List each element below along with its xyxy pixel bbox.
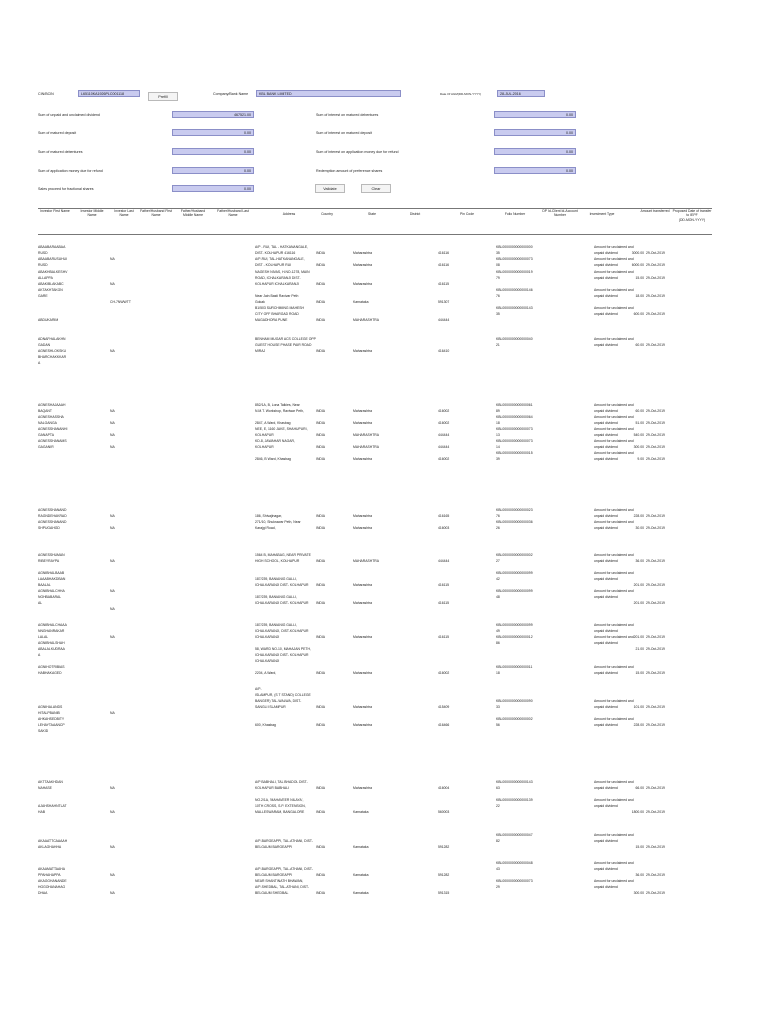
cell-father-last-name: NA	[110, 711, 115, 715]
cell-address: 186, Shivajinagar, 271/10, Shukrawar Peth, Near Karajgi Road,	[255, 514, 301, 530]
cell-transfer-date: 29-Oct-2019	[646, 671, 665, 675]
cell-pin-code: 416002	[438, 671, 450, 675]
cell-investment-type: Amount for unclaimed and unpaid dividend	[594, 798, 634, 808]
cell-investment-type: Amount for unclaimed and unpaid dividend Amount for unclaimed and unpaid dividend	[594, 623, 634, 645]
cell-investment-type: Amount for unclaimed and unpaid dividend	[594, 337, 634, 347]
cell-amount-transferred: 101.00 228.00	[633, 705, 644, 727]
cell-folio-number: KBL0000000000000090 33 KBL0000000000000002 56	[496, 699, 533, 727]
cell-transfer-date: 29-Oct-2019	[646, 845, 665, 849]
cell-pin-code: 416004	[438, 786, 450, 790]
validate-button[interactable]: Validate	[315, 184, 345, 193]
cell-investor-name: ABAKHBALKESHV ALLAPPA ABAKIBLAKABC AKTAKHTAKGN GARE	[38, 270, 68, 298]
cell-father-last-name: NA	[110, 810, 115, 814]
cell-address: 187/239, BANIANIG GALLI, ICHALKARANJI, DIST-KOLHAPUR ICHALKARANJI 58, WARD NO-10, MAHAJAN PETH, ICHALKARANJI DIST- KOLHAPUR ICHALKARANJI	[255, 623, 311, 663]
cell-state: Karnataka Karnataka	[353, 873, 369, 895]
col-last-name: Investor Last Name	[114, 209, 134, 218]
cell-investment-type: Amount for unclaimed and unpaid dividend Amount for unclaimed and unpaid dividend	[594, 699, 634, 727]
cell-pin-code: 415409 416466	[438, 705, 450, 727]
agm-date-input[interactable]: 28-JUL-2016	[497, 90, 545, 97]
cell-pin-code: 591282 591315	[438, 873, 450, 895]
cell-pin-code: 416115 591307	[438, 282, 450, 304]
cell-pin-code: 416116 416116	[438, 251, 450, 267]
cell-investor-name: ABAABARAABAA RUSD ABAABARUSUHUI RUSD	[38, 245, 68, 267]
cell-transfer-date: 29-Oct-2019 29-Oct-2019 29-Oct-2019 29-Oct-2019 29-Oct-2019	[646, 409, 665, 461]
cell-address: BENHAM MUGAR ACS COLLEGE OPP GUEST HOUSE PHASE PAIR ROAD MIRAJ	[255, 337, 316, 353]
cell-pin-code: 416165 416003	[438, 514, 450, 530]
unpaid-dividend-label: Sum of unpaid and unclaimed dividend	[38, 113, 100, 117]
cell-father-last-name: NA NA	[110, 514, 115, 530]
cell-father-last-name: NA	[110, 786, 115, 790]
cell-state: Maharashtra	[353, 671, 373, 675]
col-middle-name: Investor Middle Name	[80, 209, 104, 218]
matured-debentures-label: Sum of matured debentures	[38, 150, 83, 154]
cell-state: Maharashtra	[353, 635, 373, 639]
cell-amount-transferred: 60.00 51.00 540.00 300.00 9.00	[633, 409, 644, 461]
application-refund-label: Sum of application money due for refund	[38, 169, 103, 173]
cell-transfer-date: 29-Oct-2019 29-Oct-2019	[646, 276, 665, 298]
col-pin: Pin Code	[460, 212, 474, 216]
col-amount: Amount transferred	[640, 209, 670, 213]
cell-pin-code: 416115 416115	[438, 583, 450, 605]
cell-state: MAHARASHTRA	[353, 559, 379, 563]
cell-folio-number: KBL0000000000000011 18	[496, 665, 533, 675]
cell-investment-type: Amount for unclaimed and unpaid dividend	[594, 665, 634, 675]
cell-pin-code: 444444	[438, 318, 450, 322]
cell-folio-number: KBL0000000000000143 63	[496, 780, 533, 790]
interest-debentures-label: Sum of interest on matured debentures	[316, 113, 379, 117]
col-father-last: Father/Husband Last Name	[217, 209, 249, 218]
cell-transfer-date: 29-Oct-2019	[646, 312, 665, 316]
cell-father-last-name: NA NA	[110, 589, 115, 611]
cell-investor-name: AKAAMATTAAHA PPAHAHAPPA AKAGGHANANDE HGGOHANAHAG DHAA	[38, 867, 67, 895]
cell-investor-name: AKAAATTCAAAAH AKLAGHAHHA	[38, 839, 68, 849]
cell-amount-transferred: 3000.00 6000.00	[631, 251, 644, 267]
interest-deposit-label: Sum of interest on matured deposit	[316, 131, 372, 135]
cell-investment-type: Amount for unclaimed and unpaid dividend	[594, 553, 634, 563]
cell-folio-number: KBL0000000000000000 35 KBL0000000000000073 08	[496, 245, 533, 267]
interest-refund-label: Sum of interest on application money due for refund	[316, 150, 399, 154]
cell-country: INDIA	[316, 635, 326, 639]
cell-pin-code: 560003	[438, 810, 450, 814]
cell-transfer-date: 29-Oct-2019 29-Oct-2019	[646, 514, 665, 530]
prefill-button[interactable]: Prefill	[148, 92, 178, 101]
cell-country: INDIA INDIA	[316, 282, 326, 304]
col-dp-client: DP Id-Client Id-Account Number	[542, 209, 578, 218]
interest-refund-field[interactable]: 0.00	[494, 148, 576, 155]
cell-father-last-name: NA	[110, 257, 115, 261]
cell-father-last-name: NA	[110, 845, 115, 849]
cell-folio-number: KBL0000000000000048 43 KBL0000000000000073 29	[496, 861, 533, 889]
cell-investor-name: AGNIHALANDS HITALPBANIB AHKAHSEDBITY LEHAYTAAANСР SAKID	[38, 705, 65, 733]
cell-investment-type: Amount for unclaimed and unpaid dividend Amount for unclaimed and unpaid dividend	[594, 571, 634, 599]
cell-country: INDIA	[316, 810, 326, 814]
cell-address: NO.2/1A, 'MAHAVEER NILAYA', 10TH CROSS, S.P. EXTENSION, MALLESWARAM, BANGALORE	[255, 798, 306, 814]
cell-transfer-date: 29-Oct-2019	[646, 786, 665, 790]
cell-country: INDIA INDIA	[316, 583, 326, 605]
unpaid-dividend-field[interactable]: 467521.00	[172, 111, 254, 118]
col-father-middle: Father/Husband Middle Name	[180, 209, 206, 218]
col-country: Country	[321, 212, 333, 216]
cell-pin-code: 591282	[438, 845, 450, 849]
cell-pin-code: 416115	[438, 635, 450, 639]
cell-investor-name: AJAHSHAHNTLAT HAB	[38, 804, 67, 814]
cell-father-last-name: NA	[110, 349, 115, 353]
cell-address: A/P- ISLAMPUR, (S T STAND) COLLEGE BANGER) TAL-WALWA, DIST- SANGLI ISLAMPUR 600, Khasbag	[255, 687, 311, 727]
cell-state: Maharashtra Maharashtra	[353, 514, 373, 530]
cell-folio-number: KBL0000000000000019 79 KBL0000000000000146 76	[496, 270, 533, 298]
cell-country: INDIA	[316, 318, 326, 322]
cell-amount-transferred: 15.00	[635, 845, 644, 849]
cell-address: 2204, A Ward,	[255, 671, 277, 675]
cell-country: INDIA	[316, 559, 326, 563]
col-state: State	[368, 212, 376, 216]
cell-investment-type: Amount for unclaimed and unpaid dividend Amount for unclaimed and unpaid dividend	[594, 270, 634, 298]
cell-state: Karnataka	[353, 810, 369, 814]
cell-address: 1564 B, MAHABAG, NEAR PRIVATE HIGH SCHOOL, KOLHAPUR	[255, 553, 311, 563]
cell-address: 852/1A, B, Lona Talkies, Near N.M.T. Workshop, Raviwar Peth, 2847, A Ward, Khasbag NEE, E, 1160 JAKE, SHAHUPURI, KOLHAPUR KD-8, JAWAHAR NAGAR, KOLHAPUR 2846, B Ward, Khasbag	[255, 403, 308, 461]
cell-transfer-date: 29-Oct-2019 29-Oct-2019	[646, 873, 665, 895]
cell-folio-number: KBL0000000000000061 89 KBL0000000000000064 18 KBL0000000000000073 13 KBL0000000000000073 14 KBL0000000000000015 39	[496, 403, 533, 461]
cell-investment-type: Amount for unclaimed and unpaid dividend	[594, 306, 634, 316]
cell-country: INDIA	[316, 786, 326, 790]
cell-father-last-name: NA CH-7NWWTT	[110, 282, 131, 304]
cell-amount-transferred: 60.00	[635, 343, 644, 347]
cin-label: CIN/BCIN	[38, 92, 54, 96]
cell-folio-number: KBL0000000000000139 22	[496, 798, 533, 808]
cin-input[interactable]: L65110KA1926PLC001118	[78, 90, 140, 97]
interest-debentures-field[interactable]: 0.00	[494, 111, 576, 118]
cell-amount-transferred: 1800.00	[631, 810, 644, 814]
cell-address: A/P BABHALI, TAL BHADOL DIST- KOLHAPUR BABHALI	[255, 780, 308, 790]
cell-state: Maharashtra	[353, 786, 373, 790]
col-folio: Folio Number	[504, 212, 526, 216]
cell-country: INDIA INDIA	[316, 873, 326, 895]
cell-investment-type: Amount for unclaimed and unpaid dividend	[594, 780, 634, 790]
cell-folio-number: KBL0000000000000099 49 KBL0000000000000012 86	[496, 623, 533, 645]
cell-country: INDIA INDIA	[316, 251, 326, 267]
cell-amount-transferred: 600.00	[633, 312, 644, 316]
clear-button[interactable]: Clear	[361, 184, 391, 193]
cell-amount-transferred: 36.00 300.00	[633, 873, 644, 895]
cell-investment-type: Amount for unclaimed and unpaid dividend Amount for unclaimed and unpaid dividend	[594, 861, 634, 889]
cell-transfer-date: 29-Oct-2019 29-Oct-2019	[646, 705, 665, 727]
cell-amount-transferred: 66.00	[635, 786, 644, 790]
cell-country: INDIA	[316, 845, 326, 849]
cell-father-last-name: NA NA NA NA	[110, 409, 115, 449]
matured-debentures-field[interactable]: 0.00	[172, 148, 254, 155]
cell-father-last-name: NA	[110, 559, 115, 563]
cell-address: 187/239, BANIANIG GALLI, ICHALKARANJI DIST- KOLHAPUR 187/239, BANIANIG GALLI, ICHALKARANJI DIST- KOLHAPUR	[255, 577, 309, 605]
cell-state: MAHARASHTRA	[353, 318, 379, 322]
company-input[interactable]: KBL BANK LIMITED	[256, 90, 401, 97]
col-father-first: Father/Husband First Name	[140, 209, 172, 218]
cell-amount-transferred: 201.00 201.00	[633, 583, 644, 605]
cell-investor-name: ABDUKARIM	[38, 318, 59, 322]
cell-father-last-name: NA NA	[110, 873, 115, 895]
cell-transfer-date: 29-Oct-2019	[646, 559, 665, 563]
col-address: Address	[282, 212, 296, 216]
cell-investor-name: AGNIBHALCHAAA NNGHANRAKAR LALAL AGNIBHALSHAH ABALALKUDRAA A	[38, 623, 67, 657]
cell-investor-name: AGNIHOTRIBIAS HABHAKAGED	[38, 665, 65, 675]
col-district: District	[409, 212, 421, 216]
cell-amount-transferred: 15.00 18.00	[635, 276, 644, 298]
cell-transfer-date: 29-Oct-2019 29-Oct-2019	[646, 635, 665, 651]
cell-father-last-name: NA	[110, 635, 115, 639]
cell-state: Maharashtra Maharashtra	[353, 583, 373, 605]
cell-state: Karnataka	[353, 845, 369, 849]
fractional-label: Sales proceed for fractional shares	[38, 187, 94, 191]
cell-amount-transferred: 36.00	[635, 559, 644, 563]
matured-deposit-field[interactable]: 0.00	[172, 129, 254, 136]
cell-investor-name: AKTTAAKHDAN NAHASE	[38, 780, 63, 790]
cell-investor-name: AGNIBHALBAAB LAAABHAKDBAN BAALAL AGNIBHALCHHA NGHBABARAL AL	[38, 571, 66, 605]
cell-address: NAGESH NIVAS, H.NO-1278, MAIN ROAD, ICHALKARANJI DIST- KOLHAPUR ICHALKARANJI Near Jain Basti Ravivar Peth Gokak	[255, 270, 310, 304]
cell-investment-type: Amount for unclaimed and unpaid dividend	[594, 833, 634, 843]
company-label: Company/Bank Name	[213, 92, 249, 96]
cell-investor-name: AGNESSHUMAN RIBEYRAYPA	[38, 553, 65, 563]
cell-investor-name: AGNESSHANAND RAGNDEHAKRAD AGNESSHANAND SHPUGAHGD	[38, 508, 67, 530]
fractional-field[interactable]: 0.00	[172, 185, 254, 192]
cell-investment-type: Amount for unclaimed and unpaid dividend Amount for unclaimed and unpaid dividend	[594, 245, 634, 267]
cell-folio-number: KBL0000000000000002 27	[496, 553, 533, 563]
cell-address: A/P-BARGEAPPI, TAL-ATHANI, DIST- BELGAUM BARGEAPPI	[255, 839, 313, 849]
cell-investor-name: ADNAFHALAKHN GADAN AGNESHLOKSKU BHARCHAKKKAR A	[38, 337, 67, 365]
cell-folio-number: KBL0000000000000099 42 KBL0000000000000099 48	[496, 571, 533, 599]
cell-state: Maharashtra Maharashtra	[353, 251, 373, 267]
matured-deposit-label: Sum of matured deposit	[38, 131, 77, 135]
cell-amount-transferred: 15.00	[635, 671, 644, 675]
cell-investor-name: AGNESHAJAAAH BAQANT AGNESHASSHA NALGANGA AGNESSHANANHI GANAPTA AGNESSHANAMS GAGANIR	[38, 403, 68, 449]
cell-country: INDIA	[316, 671, 326, 675]
col-investment-type: Investment Type	[589, 212, 615, 216]
col-first-name: Investor First Name	[40, 209, 70, 213]
cell-country: INDIA INDIA	[316, 514, 326, 530]
cell-country: INDIA INDIA	[316, 705, 326, 727]
cell-pin-code: 444444	[438, 559, 450, 563]
cell-state: Maharashtra Karnataka	[353, 282, 373, 304]
cell-address: B1/503 SURCHIMING MAHESH CITY OFF BHARGAD ROAD MAGADHORA PUNE	[255, 306, 304, 322]
cell-folio-number: KBL0000000000000040 21	[496, 337, 533, 347]
cell-state: Maharashtra Maharashtra	[353, 705, 373, 727]
cell-address: A/P - RUI, TAL - HATKANANGALE, DIST- KOLHAPUR 416116 A/P-RUI, TAL-HATKANANGALE, DIST - KOLHAPUR RUI	[255, 245, 309, 267]
cell-transfer-date: 29-Oct-2019	[646, 810, 665, 814]
cell-state: Maharashtra	[353, 349, 373, 353]
cell-state: Maharashtra Maharashtra MAHARASHTRA MAHARASHTRA Maharashtra	[353, 409, 379, 461]
cell-investment-type: Amount for unclaimed and unpaid dividend Amount for unclaimed and unpaid dividend Amount for unclaimed and unpaid dividend Amount for unclaimed and unpaid dividend Amount for unclaimed and unpaid dividend	[594, 403, 634, 461]
cell-pin-code: 416002 416002 444444 444444 416002	[438, 409, 450, 461]
cell-folio-number: KBL0000000000000023 76 KBL0000000000000036 26	[496, 508, 533, 530]
agm-date-label: Date Of AGM(DD-MON-YYYY)	[440, 92, 482, 96]
interest-deposit-field[interactable]: 0.00	[494, 129, 576, 136]
cell-amount-transferred: 201.00 21.00	[633, 635, 644, 651]
cell-amount-transferred: 228.00 30.00	[633, 514, 644, 530]
cell-pin-code: 416410	[438, 349, 450, 353]
cell-country: INDIA INDIA INDIA INDIA INDIA	[316, 409, 326, 461]
cell-investment-type: Amount for unclaimed and unpaid dividend Amount for unclaimed and unpaid dividend	[594, 508, 634, 530]
table-header	[38, 208, 712, 235]
cell-transfer-date: 29-Oct-2019 29-Oct-2019	[646, 251, 665, 267]
application-refund-field[interactable]: 0.00	[172, 167, 254, 174]
redemption-label: Redemption amount of preference shares	[316, 169, 383, 173]
cell-folio-number: KBL0000000000000047 82	[496, 833, 533, 843]
cell-folio-number: KBL0000000000000143 35	[496, 306, 533, 316]
cell-country: INDIA	[316, 349, 326, 353]
redemption-field[interactable]: 0.00	[494, 167, 576, 174]
cell-transfer-date: 29-Oct-2019	[646, 343, 665, 347]
cell-transfer-date: 29-Oct-2019 29-Oct-2019	[646, 583, 665, 605]
col-date: Proposed Date of transfer to IEPF (DD-MON-YYYY)	[672, 209, 712, 222]
cell-address: A/P-BARGEAPPI, TAL-ATHANI, DIST- BELGAUM BARGEAPPI NEAR SHANTINATH BHAWAN, A/P-SHEDBAL, TAL-ATHANI, DIST- BELGAUM SHEDBAL	[255, 867, 313, 895]
